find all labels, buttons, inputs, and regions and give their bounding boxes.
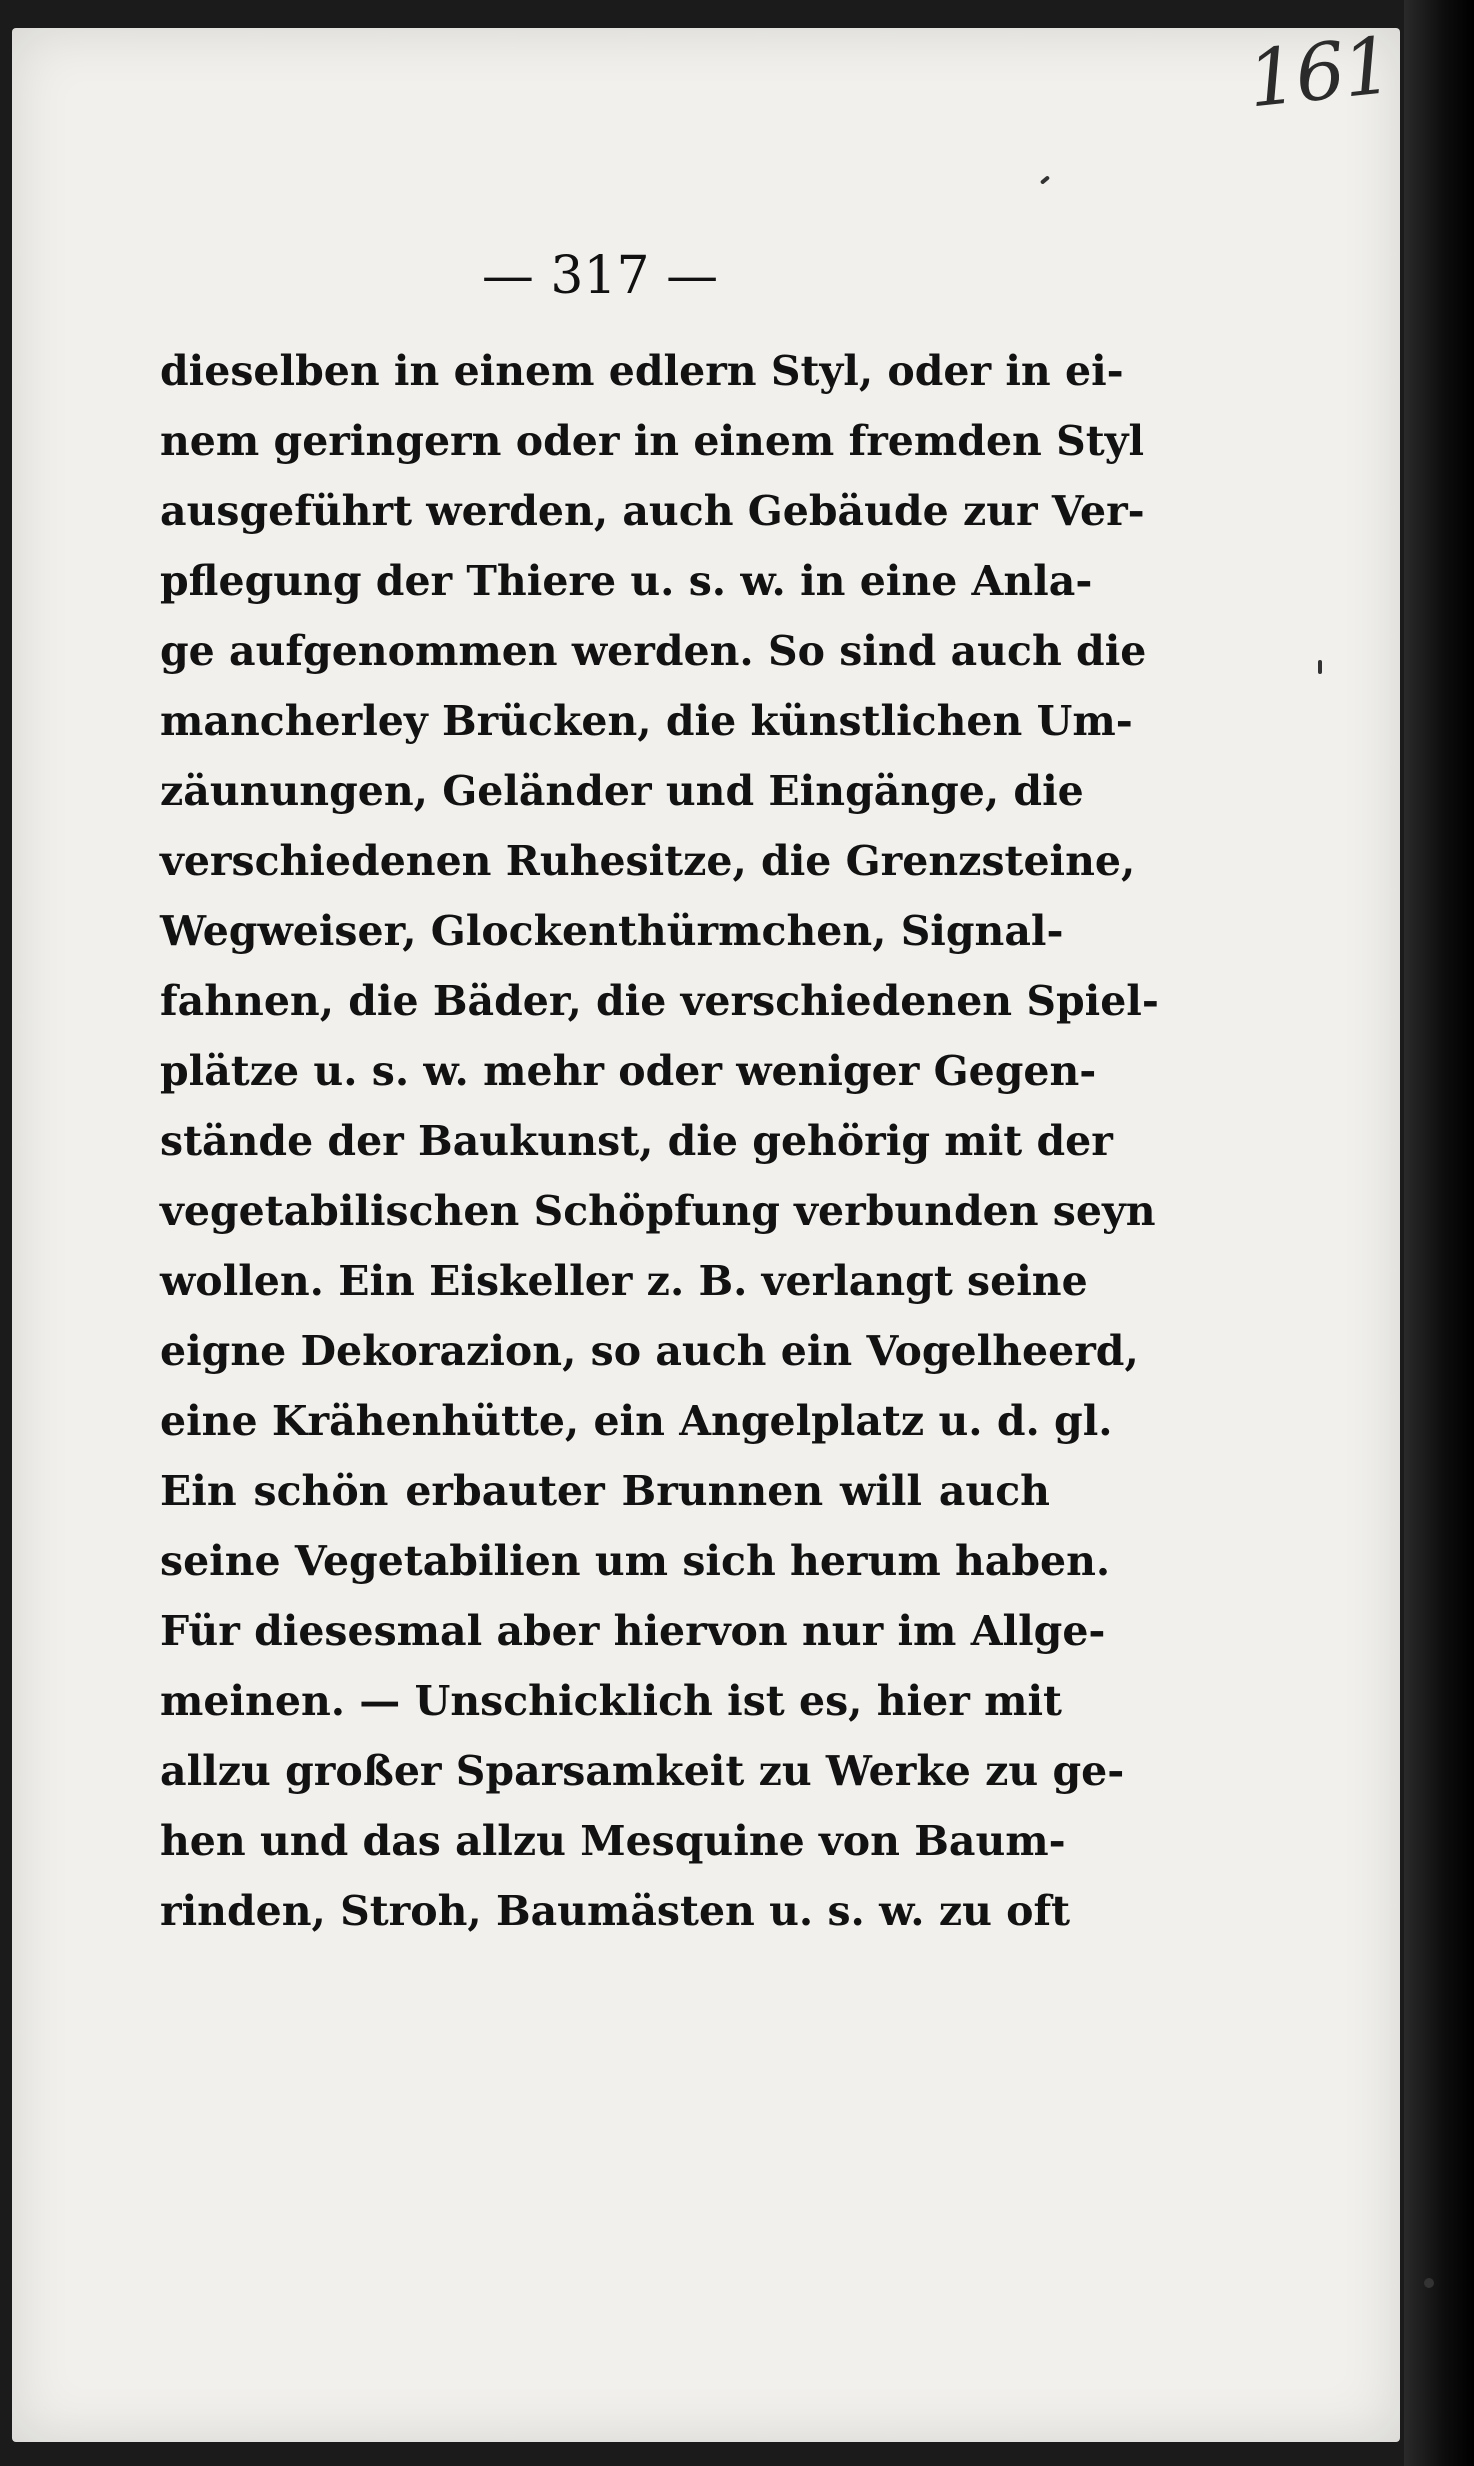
text-line: Für diesesmal aber hiervon nur im Allge- (160, 1607, 1106, 1655)
text-line: eine Krähenhütte, ein Angelplatz u. d. gl. (160, 1397, 1113, 1445)
text-line: allzu großer Sparsamkeit zu Werke zu ge- (160, 1747, 1125, 1795)
text-line: zäunungen, Geländer und Eingänge, die (160, 767, 1084, 815)
text-line: mancherley Brücken, die künstlichen Um- (160, 697, 1133, 745)
text-line: wollen. Ein Eiskeller z. B. verlangt seine (160, 1257, 1088, 1305)
book-edge-shadow (1404, 0, 1474, 2466)
text-line: nem geringern oder in einem fremden Styl (160, 417, 1145, 465)
ink-speck (1424, 2278, 1434, 2288)
text-line: verschiedenen Ruhesitze, die Grenzsteine, (160, 837, 1136, 885)
handwritten-folio-number: 161 (1243, 21, 1396, 126)
text-line: stände der Baukunst, die gehörig mit der (160, 1117, 1113, 1165)
ink-speck (1318, 660, 1322, 674)
text-line: plätze u. s. w. mehr oder weniger Gegen- (160, 1047, 1097, 1095)
text-line: vegetabilischen Schöpfung verbunden seyn (160, 1187, 1156, 1235)
text-line: ge aufgenommen werden. So sind auch die (160, 627, 1147, 675)
text-line: meinen. — Unschicklich ist es, hier mit (160, 1677, 1062, 1725)
text-line: eigne Dekorazion, so auch ein Vogelheerd, (160, 1327, 1139, 1375)
body-text (160, 336, 1159, 1946)
page-number-header: — 317 — (481, 246, 719, 306)
text-line: ausgeführt werden, auch Gebäude zur Ver- (160, 487, 1145, 535)
text-line: pflegung der Thiere u. s. w. in eine Anla- (160, 557, 1093, 605)
text-line: fahnen, die Bäder, die verschiedenen Spiel- (160, 977, 1159, 1025)
text-line: hen und das allzu Mesquine von Baum- (160, 1817, 1066, 1865)
text-line: Ein schön erbauter Brunnen will auch (160, 1467, 1050, 1515)
text-line: dieselben in einem edlern Styl, oder in ei- (160, 347, 1124, 395)
text-line: Wegweiser, Glockenthürmchen, Signal- (160, 907, 1064, 955)
text-line: rinden, Stroh, Baumästen u. s. w. zu oft (160, 1887, 1071, 1935)
text-line: seine Vegetabilien um sich herum haben. (160, 1537, 1111, 1585)
